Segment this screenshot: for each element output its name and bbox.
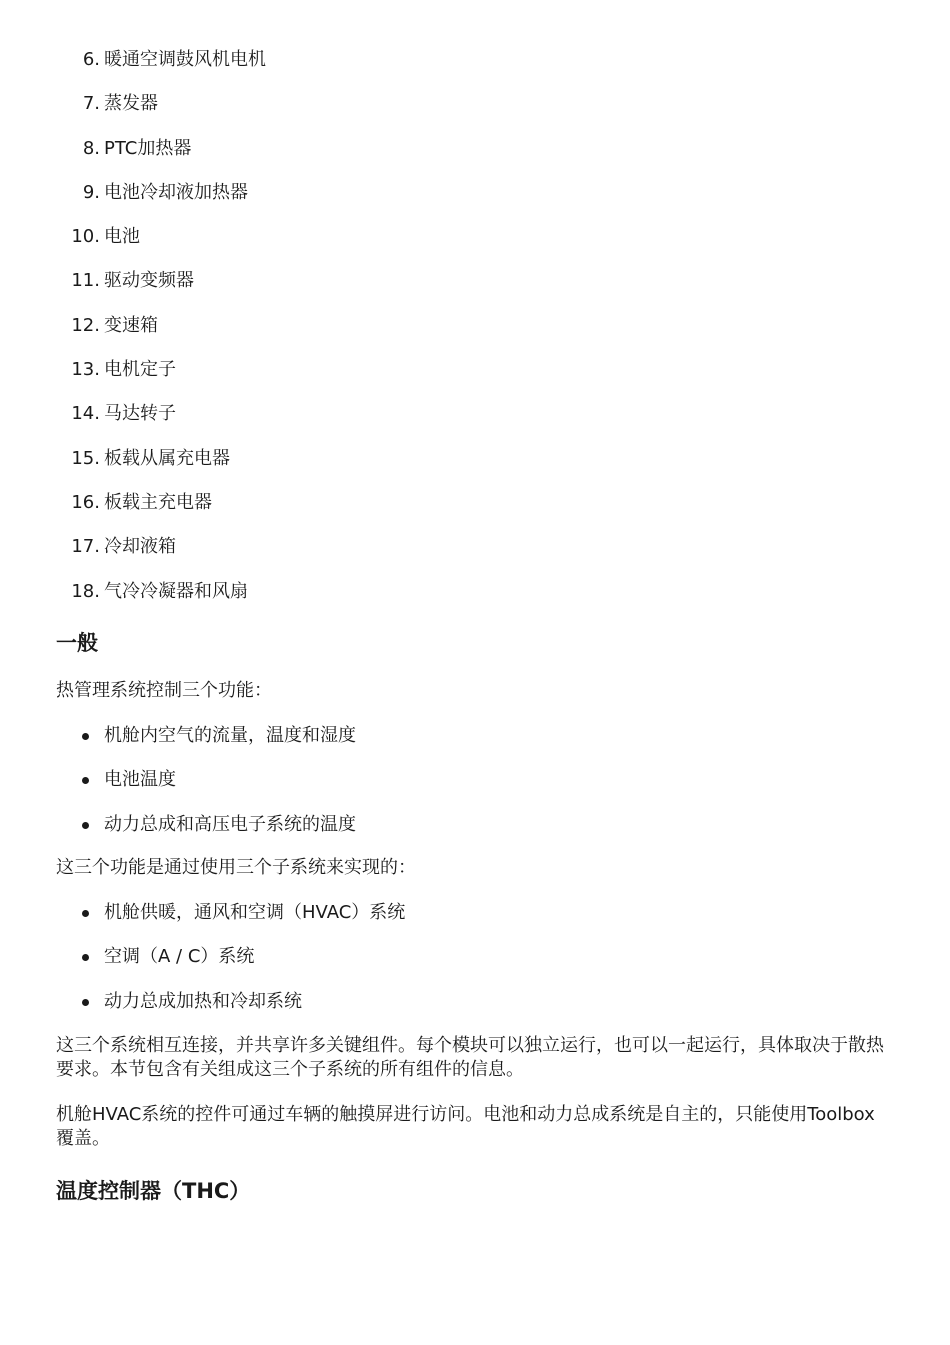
list-item-number: 7. (82, 93, 100, 115)
list-item-number: 18. (71, 580, 100, 602)
numbered-list-item (0, 402, 950, 446)
list-item-number: 13. (71, 359, 100, 381)
list-item-number: 8. (82, 137, 100, 159)
interconnection-paragraph: 这三个系统相互连接，并共享许多关键组件。每个模块可以独立运行，也可以一起运行，具体取决于散热要求。本节包含有关组成这三个子系统的所有组件的信息。 (56, 1035, 884, 1080)
list-item-text: 蒸发器 (104, 93, 158, 115)
bullet-dot-icon (82, 822, 89, 829)
bullet-list-item (0, 768, 950, 812)
bullet-text: 机舱供暖，通风和空调（HVAC）系统 (104, 902, 406, 923)
list-item-number: 14. (71, 403, 100, 425)
bullet-text: 动力总成加热和冷却系统 (104, 990, 302, 1012)
numbered-list-item (0, 269, 950, 313)
numbered-list-item (0, 580, 950, 624)
bullet-text: 电池温度 (104, 769, 176, 791)
bullet-list-item (0, 990, 950, 1034)
list-item-text: 变速箱 (104, 314, 158, 336)
list-item-text: 马达转子 (104, 403, 176, 425)
list-item-number: 11. (71, 270, 100, 292)
list-item-text: 电机定子 (104, 359, 176, 381)
list-item-text: 冷却液箱 (104, 536, 176, 558)
component-numbered-list (0, 48, 950, 624)
bullet-dot-icon (82, 733, 89, 740)
functions-bullet-list (0, 724, 950, 857)
numbered-list-item (0, 358, 950, 402)
bullet-text: 机舱内空气的流量，温度和湿度 (104, 725, 356, 746)
numbered-list-item (0, 225, 950, 269)
bullet-list-item (0, 724, 950, 768)
bullet-dot-icon (82, 910, 89, 917)
numbered-list-item (0, 491, 950, 535)
bullet-list-item (0, 813, 950, 857)
list-item-number: 16. (71, 491, 100, 513)
list-item-number: 9. (82, 181, 100, 203)
list-item-text: 气冷冷凝器和风扇 (104, 580, 248, 602)
bullet-text: 空调（A / C）系统 (104, 946, 255, 968)
list-item-number: 15. (71, 447, 100, 469)
bullet-list-item (0, 945, 950, 989)
section-heading-general: 一般 (56, 631, 98, 655)
list-item-number: 6. (82, 49, 100, 70)
numbered-list-item (0, 535, 950, 579)
numbered-list-item (0, 314, 950, 358)
list-item-number: 12. (71, 314, 100, 336)
hvac-controls-paragraph: 机舱HVAC系统的控件可通过车辆的触摸屏进行访问。电池和动力总成系统是自主的，只能使用Toolbox覆盖。 (56, 1104, 875, 1149)
subsystems-bullet-list (0, 901, 950, 1034)
numbered-list-item (0, 92, 950, 136)
list-item-text: 暖通空调鼓风机电机 (104, 49, 266, 70)
subsystems-intro-paragraph: 这三个功能是通过使用三个子系统来实现的： (56, 857, 416, 878)
bullet-dot-icon (82, 777, 89, 784)
list-item-text: 电池 (104, 226, 140, 248)
section-heading-thc: 温度控制器（THC） (56, 1179, 251, 1203)
intro-paragraph: 热管理系统控制三个功能： (56, 680, 272, 701)
bullet-list-item (0, 901, 950, 945)
list-item-number: 10. (71, 226, 100, 248)
numbered-list-item (0, 137, 950, 181)
list-item-text: 驱动变频器 (104, 270, 194, 292)
bullet-dot-icon (82, 999, 89, 1006)
list-item-text: 板载主充电器 (104, 491, 212, 513)
list-item-number: 17. (71, 536, 100, 558)
list-item-text: PTC加热器 (104, 137, 192, 159)
bullet-dot-icon (82, 954, 89, 961)
bullet-text: 动力总成和高压电子系统的温度 (104, 813, 356, 835)
list-item-text: 电池冷却液加热器 (104, 181, 248, 203)
numbered-list-item (0, 447, 950, 491)
numbered-list-item (0, 181, 950, 225)
list-item-text: 板载从属充电器 (104, 447, 230, 469)
numbered-list-item (0, 48, 950, 92)
